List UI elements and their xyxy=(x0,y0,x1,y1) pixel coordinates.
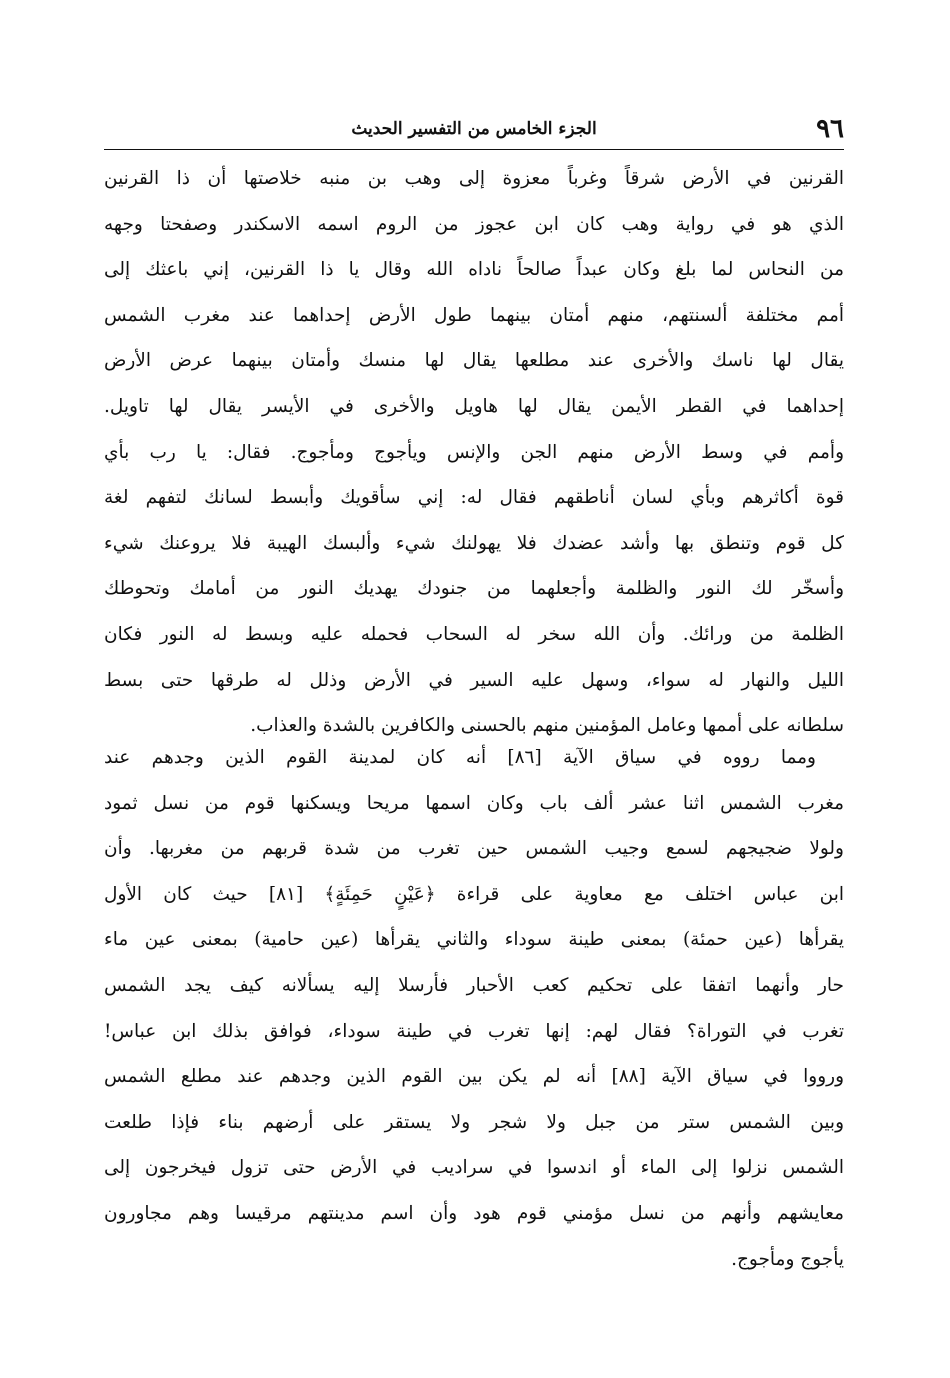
text-line: قوة أكاثرهم وبأي لسان أناطقهم فقال له: إني سأقويك وأبسط لسانك لتفهم لغة xyxy=(104,487,844,509)
header-rule xyxy=(104,149,844,150)
text-line: الذي هو في رواية وهب كان ابن عجوز من الروم اسمه الاسكندر وصفحتا وجهه xyxy=(104,213,844,235)
text-line: مغرب الشمس اثنا عشر ألف باب وكان اسمها مريحا ويسكنها قوم من نسل ثمود xyxy=(104,792,844,814)
text-line: وبين الشمس ستر من جبل ولا شجر ولا يستقر على أرضهم بناء فإذا طلعت xyxy=(104,1111,844,1133)
text-line: وأسخّر لك النور والظلمة وأجعلهما من جنودك يهديك النور من أمامك وتحوطك xyxy=(104,578,844,600)
text-line: كل قوم وتنطق بها وأشد عضدك فلا يهولنك شيء وألبسك الهيبة فلا يروعنك شيء xyxy=(104,532,844,554)
text-line: ولولا ضجيجهم لسمع وجيب الشمس حين تغرب من شدة قربهم من مغربها. وأن xyxy=(104,838,844,860)
text-line: حار وأنهما اتفقا على تحكيم كعب الأحبار فأرسلا إليه يسألانه كيف يجد الشمس xyxy=(104,974,844,996)
paragraph-1 xyxy=(104,156,844,749)
text-line: الظلمة من ورائك. وأن الله سخر له السحاب فحمله عليه وبسط له النور فكان xyxy=(104,623,844,645)
text-line: يأجوج ومأجوج. xyxy=(731,1248,844,1270)
paragraph-2 xyxy=(104,735,844,1282)
text-line: ابن عباس اختلف مع معاوية على قراءة ﴿عَيْنٍ حَمِئَةٍ﴾ [٨١] حيث كان الأول xyxy=(104,883,844,905)
text-line: الليل والنهار له سواء، وسهل عليه السير في الأرض وذلل له طرقها حتى بسط xyxy=(104,669,844,691)
text-line: سلطانه على أممها وعامل المؤمنين منهم بالحسنى والكافرين بالشدة والعذاب. xyxy=(250,715,844,737)
page-header xyxy=(104,112,844,152)
text-line: من النحاس لما بلغ وكان عبداً صالحاً ناداه الله وقال يا ذا القرنين، إني باعثك إلى xyxy=(104,259,844,281)
text-line: القرنين في الأرض شرقاً وغرباً معزوة إلى وهب بن منبه خلاصتها أن ذا القرنين xyxy=(104,168,844,189)
text-line: يقال لها ناسك والأخرى عند مطلعها يقال لها منسك وأمتان بينهما عرض الأرض xyxy=(104,350,844,372)
text-line: ورووا في سياق الآية [٨٨] أنه لم يكن بين القوم الذين وجدهم عند مطلع الشمس xyxy=(104,1066,844,1088)
text-line: معايشهم وأنهم من نسل مؤمني قوم هود وأن اسم مدينتهم مرقيسا وهم مجاورون xyxy=(104,1202,844,1224)
text-line: ومما رووه في سياق الآية [٨٦] أنه كان لمدينة القوم الذين وجدهم عند xyxy=(104,747,816,768)
text-line: وأمم في وسط الأرض منهم الجن والإنس ويأجوج ومأجوج. فقال: يا رب بأي xyxy=(104,441,844,463)
running-title: الجزء الخامس من التفسير الحديث xyxy=(351,119,597,139)
text-line: تغرب في التوراة؟ فقال لهم: إنها تغرب في طينة سوداء، فوافق بذلك ابن عباس! xyxy=(104,1020,844,1042)
text-line: إحداهما في القطر الأيمن يقال لها هاويل والأخرى في الأيسر يقال لها تاويل. xyxy=(104,395,844,417)
text-line: يقرأها (عين حمئة) بمعنى طينة سوداء والثاني يقرأها (عين حامية) بمعنى عين ماء xyxy=(104,929,844,951)
text-line: أمم مختلفة ألسنتهم، منهم أمتان بينهما طول الأرض إحداهما عند مغرب الشمس xyxy=(104,304,844,326)
page-number: ٩٦ xyxy=(816,114,844,144)
text-line: الشمس نزلوا إلى الماء أو اندسوا في سراديب في الأرض حتى تزول فيخرجون إلى xyxy=(104,1157,844,1179)
